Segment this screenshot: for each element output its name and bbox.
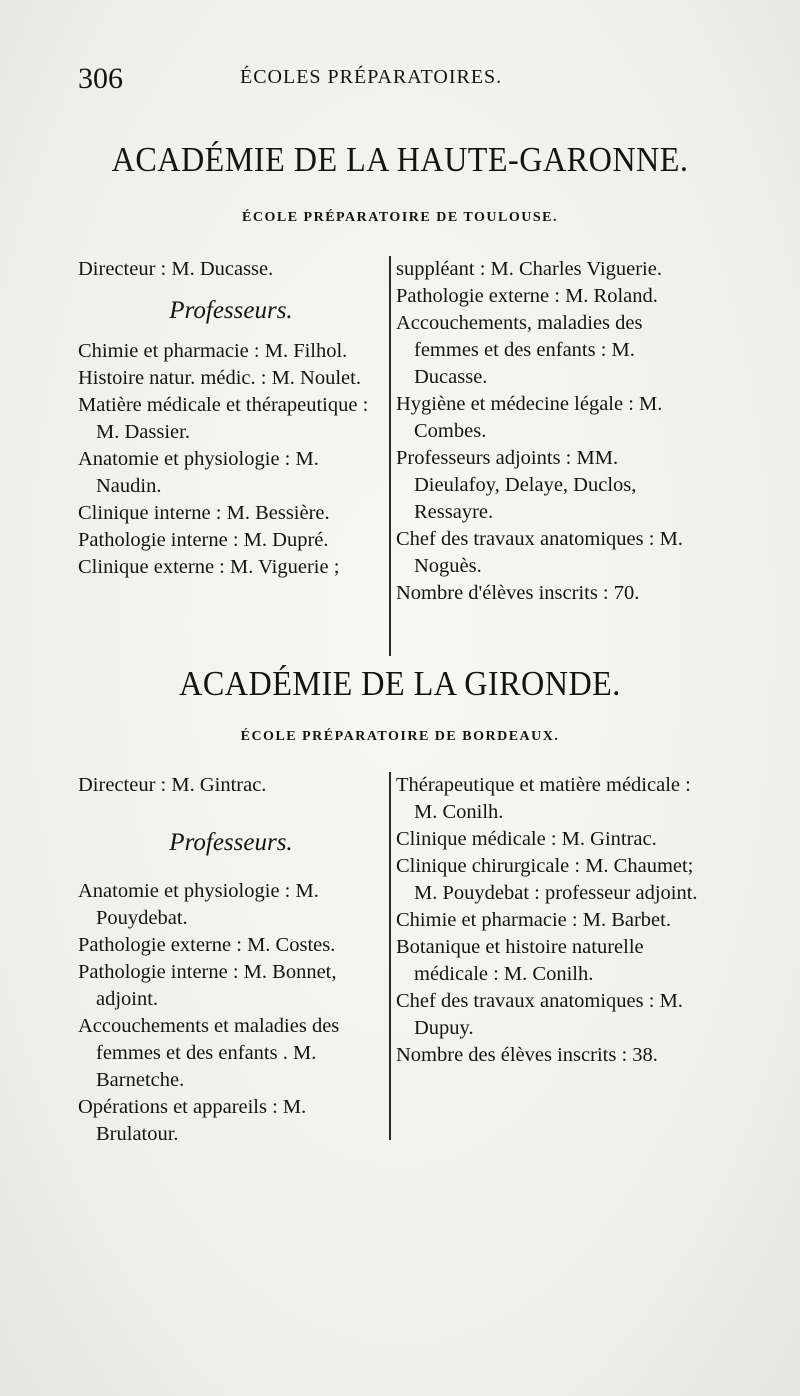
entry: Clinique externe : M. Viguerie ; [78, 556, 340, 578]
academy-title-gironde: ACADÉMIE DE LA GIRONDE. [179, 664, 621, 703]
school-title-toulouse: ÉCOLE PRÉPARATOIRE DE TOULOUSE. [242, 210, 558, 225]
entry: Matière médicale et thérapeutique : M. Dassier. [78, 394, 369, 443]
director-line: Directeur : M. Ducasse. [78, 258, 274, 280]
entry: Hygiène et médecine légale : M. Combes. [396, 393, 663, 442]
column-divider [389, 772, 391, 1140]
entry: Pathologie externe : M. Roland. [396, 285, 658, 307]
entry: Professeurs adjoints : MM. Dieulafoy, Delaye, Duclos, Ressayre. [396, 447, 637, 523]
director-line: Directeur : M. Gintrac. [78, 774, 267, 796]
column-divider [389, 256, 391, 656]
entry: Clinique interne : M. Bessière. [78, 502, 330, 524]
entry: Nombre d'élèves inscrits : 70. [396, 582, 640, 604]
professors-heading: Professeurs. [169, 297, 293, 324]
running-title: ÉCOLES PRÉPARATOIRES. [240, 66, 503, 88]
school-title-bordeaux: ÉCOLE PRÉPARATOIRE DE BORDEAUX. [240, 729, 560, 744]
entry: Chimie et pharmacie : M. Barbet. [396, 909, 671, 931]
entry: Chef des travaux anatomiques : M. Dupuy. [396, 990, 683, 1039]
entry: Botanique et histoire naturelle médicale : M. Conilh. [396, 936, 644, 985]
professors-heading: Professeurs. [169, 829, 293, 856]
entry: Chef des travaux anatomiques : M. Noguès. [396, 528, 683, 577]
left-column-toulouse [78, 256, 384, 581]
entry: Pathologie externe : M. Costes. [78, 934, 336, 956]
entry: Chimie et pharmacie : M. Filhol. [78, 340, 348, 362]
academy-title-haute-garonne: ACADÉMIE DE LA HAUTE-GARONNE. [111, 140, 689, 179]
entry: Accouchements, maladies des femmes et des enfants : M. Ducasse. [396, 312, 643, 388]
right-column-bordeaux [396, 772, 702, 1069]
entry: Nombre des élèves inscrits : 38. [396, 1044, 658, 1066]
right-column-toulouse [396, 256, 702, 607]
entry: Clinique chirurgicale : M. Chaumet; M. Pouydebat : professeur adjoint. [396, 855, 698, 904]
entry: Anatomie et physiologie : M. Pouydebat. [78, 880, 319, 929]
page-number: 306 [78, 62, 123, 95]
entry: suppléant : M. Charles Viguerie. [396, 258, 662, 280]
left-column-bordeaux [78, 772, 384, 1148]
entry: Pathologie interne : M. Dupré. [78, 529, 329, 551]
entry: Clinique médicale : M. Gintrac. [396, 828, 657, 850]
entry: Thérapeutique et matière médicale : M. Conilh. [396, 774, 691, 823]
entry: Anatomie et physiologie : M. Naudin. [78, 448, 319, 497]
entry: Opérations et appareils : M. Brulatour. [78, 1096, 307, 1145]
entry: Histoire natur. médic. : M. Noulet. [78, 367, 361, 389]
entry: Pathologie interne : M. Bonnet, adjoint. [78, 961, 337, 1010]
entry: Accouchements et maladies des femmes et des enfants . M. Barnetche. [78, 1015, 340, 1091]
